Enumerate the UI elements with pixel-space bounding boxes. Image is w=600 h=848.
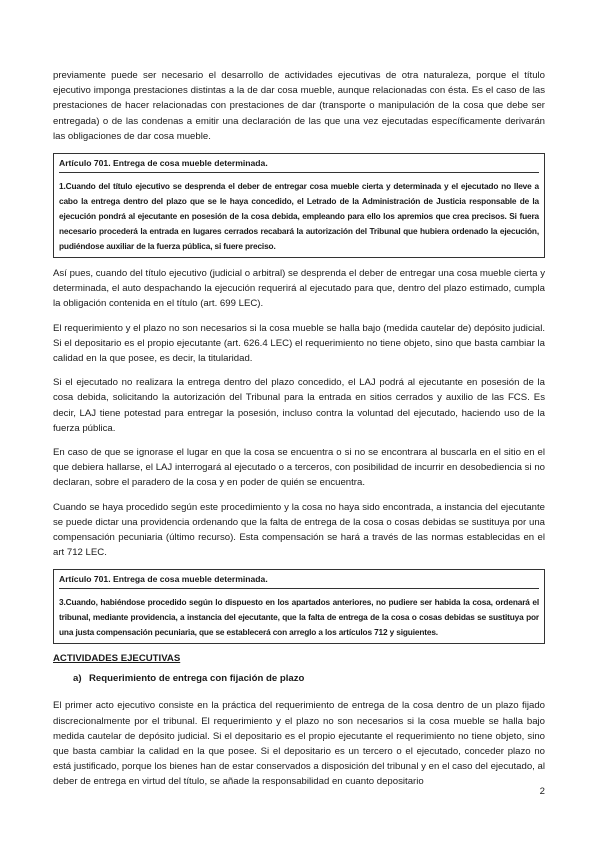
paragraph: Cuando se haya procedido según este procedimiento y la cosa no haya sido encontrada, a instancia del ejecutante se puede dictar una providencia ordenando que la falta de entrega de la cosa o cosas debidas se sustituya por una compensación pecuniaria (último recurso). Esta compensación se hará a través de las normas establecidas en el art 712 LEC. [53, 501, 545, 559]
paragraph-final: El primer acto ejecutivo consiste en la práctica del requerimiento de entrega de la cosa dentro de un plazo fijado discrecionalmente por el tribunal. El requerimiento y el plazo no son necesarios si la cosa mueble se halla bajo medida cautelar de depósito judicial. Si el depositario es el propio ejecutante el requerimiento no tiene objeto, sino que basta cambiar la calidad en la que posee. Si el depositario es un tercero o el ejecutado, conceder plazo no está justificado, porque los bienes han de estar conservados a disposición del tribunal y en el caso del ejecutado, al deber de entrega en virtud del título, se añade la responsabilidad en cuanto depositario [53, 700, 545, 788]
article-text: 3.Cuando, habiéndose procedido según lo dispuesto en los apartados anteriores, no pudiere ser habida la cosa, ordenará el tribunal, mediante providencia, a instancia del ejecutante, que la falta de entrega de la cosa o cosas debidas se sustituya por una justa compensación pecuniaria, que se establecerá con arreglo a los artículos 712 y siguientes. [59, 597, 539, 638]
page-content [53, 68, 545, 799]
paragraph: Si el ejecutado no realizara la entrega dentro del plazo concedido, el LAJ podrá al ejecutante en posesión de la cosa debida, solicitando la autorización del Tribunal para la entrada en sitios cerrados y auxilio de las FCS. Es decir, LAJ tiene potestad para entregar la posesión, incluso contra la voluntad del ejecutado, haciendo uso de la fuerza pública. [53, 377, 545, 434]
article-701-box-2 [53, 569, 545, 644]
article-701-box-1 [53, 153, 545, 258]
subheading-letter: a) [73, 673, 82, 685]
paragraph: Así pues, cuando del título ejecutivo (judicial o arbitral) se desprenda el deber de entregar una cosa mueble cierta y determinada, el auto despachando la ejecución requerirá al ejecutado para que, dentro del plazo estimado, cumpla la obligación contenida en el título (art. 699 LEC). [53, 268, 545, 310]
article-text: 1.Cuando del título ejecutivo se desprenda el deber de entregar cosa mueble cierta y determinada y el ejecutado no lleve a cabo la entrega dentro del plazo que se le haya concedido, el Letrado de la Administración de Justicia responsable de la ejecución pondrá al ejecutante en posesión de la cosa debida, empleando para ello los apremios que crea precisos. Si fuera necesario procederá la entrada en lugares cerrados recabará la autorización del Tribunal que hubiera ordenado la ejecución, pudiéndose auxiliar de la fuerza pública, si fuere preciso. [59, 181, 539, 252]
paragraph: En caso de que se ignorase el lugar en que la cosa se encuentra o si no se encontrara al buscarla en el sitio en el que debiera hallarse, el LAJ interrogará al ejecutado o a terceros, con posibilidad de incurrir en desobediencia si no declaran, sobre el paradero de la cosa y en poder de quién se encuentra. [53, 447, 545, 489]
article-title: Artículo 701. Entrega de cosa mueble determinada. [59, 573, 539, 589]
page-number: 2 [539, 786, 545, 797]
paragraph-intro: previamente puede ser necesario el desarrollo de actividades ejecutivas de otra naturaleza, porque el título ejecutivo imponga prestaciones distintas a la de dar cosa mueble, aunque relacionadas con ésta. Es el caso de las prestaciones de hacer relacionadas con prestaciones de dar (transporte o manipulación de la cosa que debe ser entregada) o de las condenas a emitir una declaración de las que una vez ejecutadas específicamente derivarán las obligaciones de dar cosa mueble. [53, 70, 545, 142]
article-title: Artículo 701. Entrega de cosa mueble determinada. [59, 157, 539, 173]
subheading [73, 672, 545, 686]
section-heading: ACTIVIDADES EJECUTIVAS [53, 653, 181, 665]
paragraph: El requerimiento y el plazo no son necesarios si la cosa mueble se halla bajo (medida cautelar de) depósito judicial. Si el depositario es el propio ejecutante (art. 626.4 LEC) el requerimiento no tiene objeto, sino que basta cambiar la calidad en la que posee, es decir, la titularidad. [53, 322, 545, 365]
subheading-text: Requerimiento de entrega con fijación de plazo [89, 673, 305, 685]
